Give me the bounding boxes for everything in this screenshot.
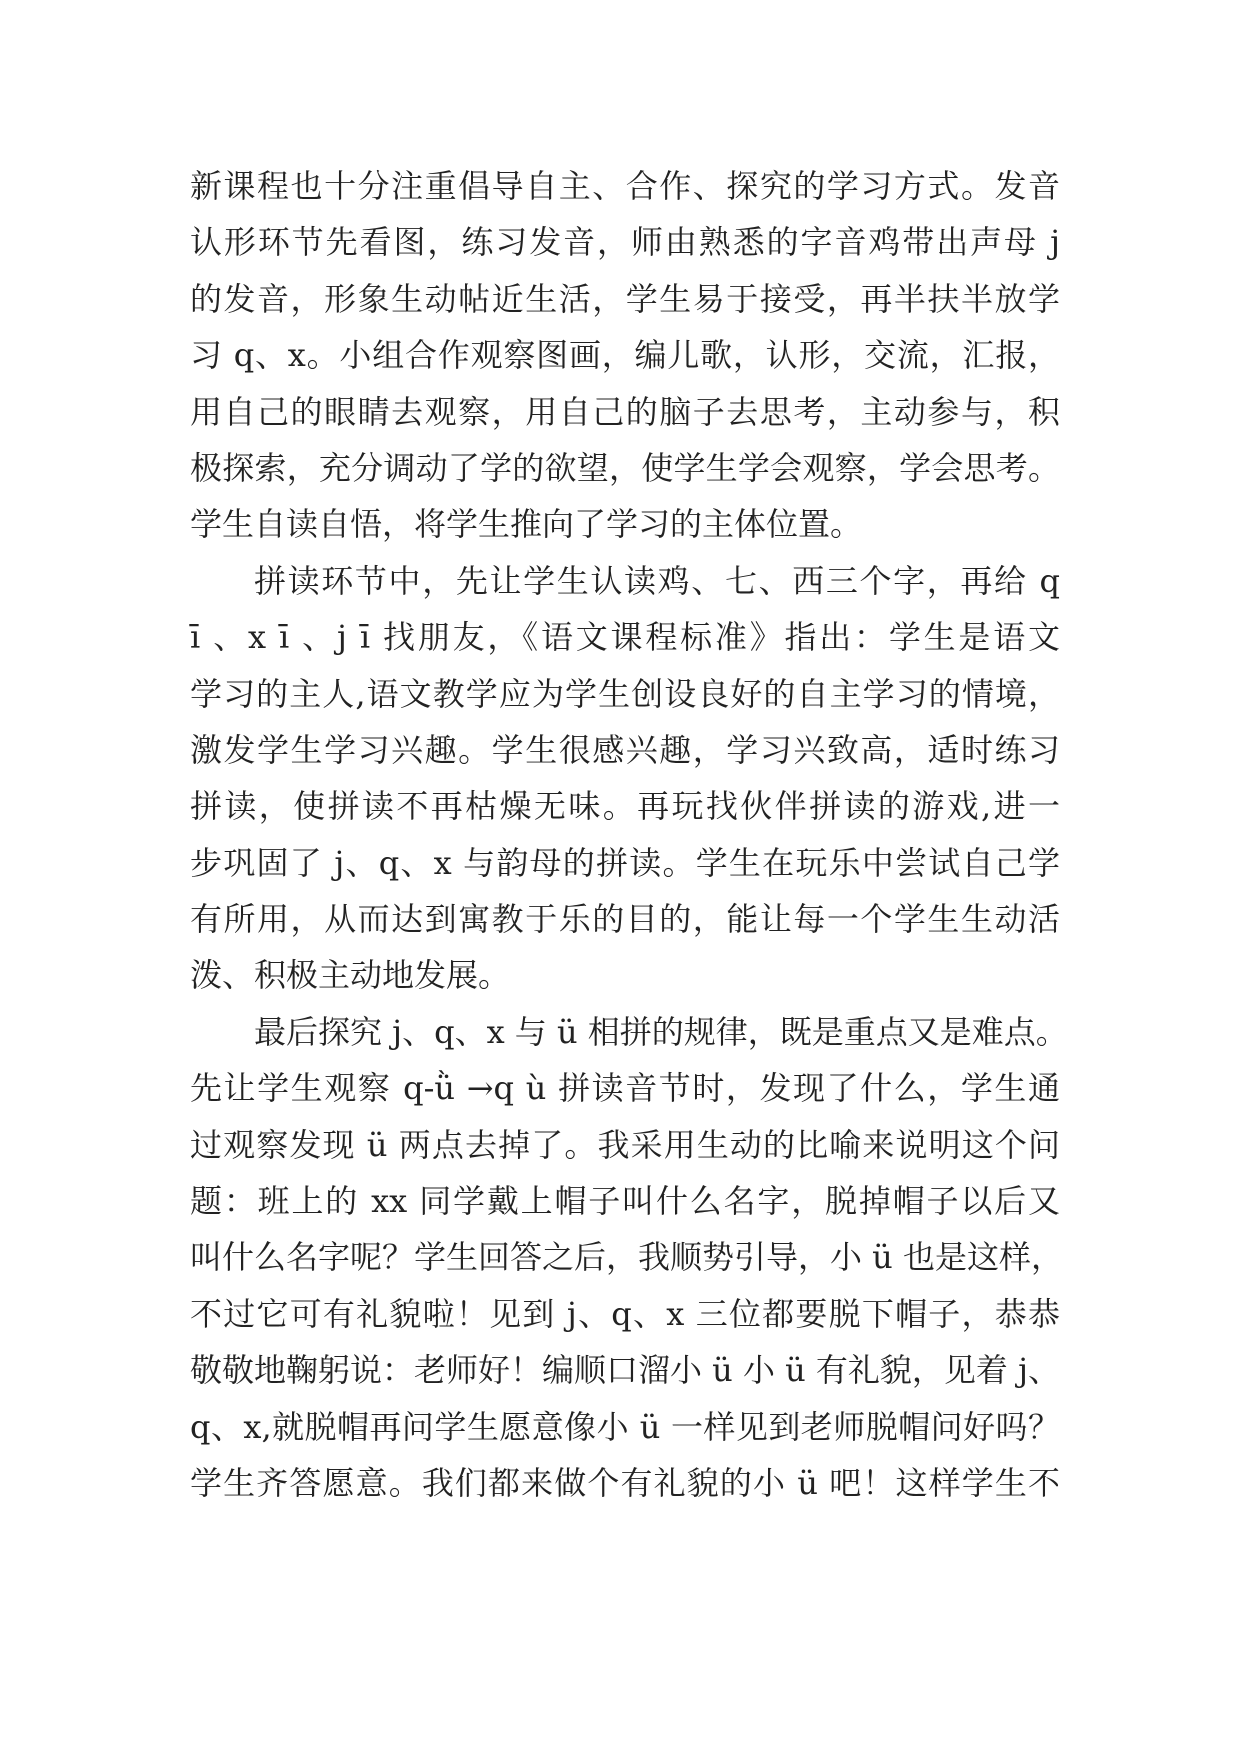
paragraph-3: [190, 1004, 1068, 1512]
text-line: 步巩固了 j、q、x 与韵母的拼读。学生在玩乐中尝试自己学: [190, 843, 1060, 882]
text-line: ī 、x ī 、j ī 找朋友，《语文课程标准》指出：学生是语文: [190, 618, 1060, 657]
text-line: 拼读环节中，先让学生认读鸡、七、西三个字，再给 q: [254, 561, 1060, 600]
text-line: 题：班上的 xx 同学戴上帽子叫什么名字，脱掉帽子以后又: [190, 1182, 1060, 1221]
text-line: 激发学生学习兴趣。学生很感兴趣，学习兴致高，适时练习: [190, 730, 1060, 769]
text-line: 习 q、x。小组合作观察图画，编儿歌，认形，交流，汇报，: [190, 336, 1060, 375]
text-line: 学习的主人,语文教学应为学生创设良好的自主学习的情境，: [190, 674, 1060, 713]
text-line: 极探索，充分调动了学的欲望，使学生学会观察，学会思考。: [190, 448, 1060, 487]
text-line: 用自己的眼睛去观察，用自己的脑子去思考，主动参与，积: [190, 392, 1060, 431]
text-line: 泼、积极主动地发展。: [190, 956, 511, 995]
text-line: 叫什么名字呢？学生回答之后，我顺势引导，小 ü 也是这样，: [190, 1238, 1063, 1277]
document-body: [190, 158, 1068, 1511]
text-line: 学生齐答愿意。我们都来做个有礼貌的小 ü 吧！这样学生不: [190, 1463, 1060, 1502]
text-line: 过观察发现 ü 两点去掉了。我采用生动的比喻来说明这个问: [190, 1125, 1060, 1164]
text-line: 有所用，从而达到寓教于乐的目的，能让每一个学生生动活: [190, 900, 1060, 939]
paragraph-2: [190, 553, 1060, 1004]
text-line: 认形环节先看图，练习发音，师由熟悉的字音鸡带出声母 j: [190, 223, 1060, 262]
paragraph-1: [190, 158, 1060, 553]
text-line: 敬敬地鞠躬说：老师好！编顺口溜小 ü 小 ü 有礼貌，见着 j、: [190, 1351, 1061, 1390]
text-line: 先让学生观察 q-ǜ →q ù 拼读音节时，发现了什么，学生通: [190, 1069, 1060, 1108]
text-line: 拼读，使拼读不再枯燥无味。再玩找伙伴拼读的游戏,进一: [190, 787, 1060, 826]
text-line: 新课程也十分注重倡导自主、合作、探究的学习方式。发音: [190, 167, 1060, 205]
text-line: 不过它可有礼貌啦！见到 j、q、x 三位都要脱下帽子，恭恭: [190, 1294, 1060, 1333]
text-line: q、x,就脱帽再问学生愿意像小 ü 一样见到老师脱帽问好吗？: [190, 1407, 1060, 1446]
text-line: 的发音，形象生动帖近生活，学生易于接受，再半扶半放学: [190, 279, 1060, 318]
text-line: 最后探究 j、q、x 与 ü 相拼的规律，既是重点又是难点。: [254, 1012, 1068, 1051]
text-line: 学生自读自悟，将学生推向了学习的主体位置。: [190, 505, 863, 544]
